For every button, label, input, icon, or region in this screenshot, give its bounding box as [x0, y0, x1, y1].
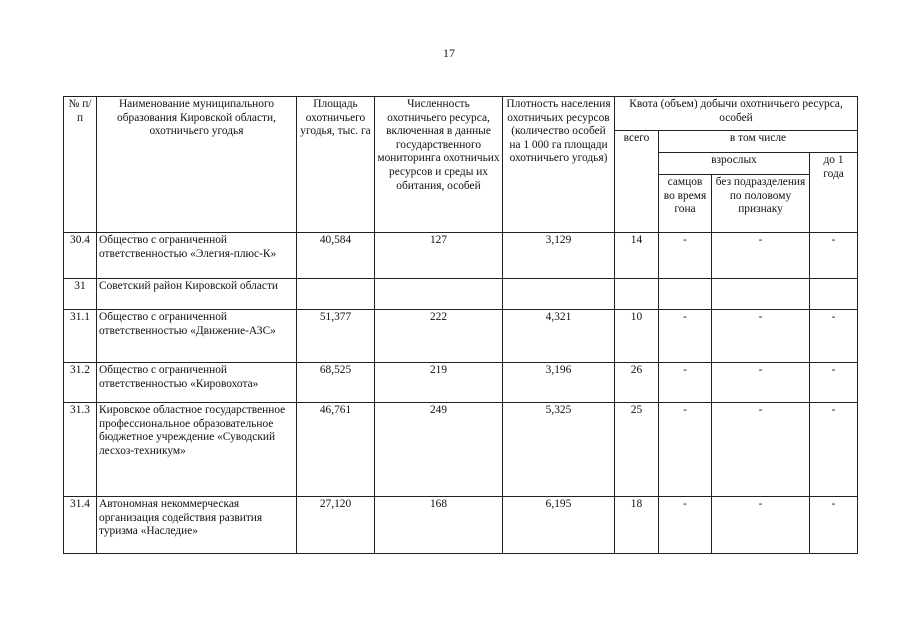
- row-under1: -: [810, 310, 858, 363]
- row-males: -: [659, 403, 712, 497]
- row-nosex: -: [712, 363, 810, 403]
- header-count: Численность охотничьего ресурса, включенная в данные государственного мониторинга охотничьих ресурсов и среды их обитания, особей: [375, 97, 503, 233]
- row-males: -: [659, 310, 712, 363]
- row-males: -: [659, 363, 712, 403]
- table-row: [64, 279, 858, 310]
- row-name: Общество с ограниченной ответственностью «Элегия-плюс-К»: [97, 233, 297, 279]
- row-name: Автономная некоммерческая организация содействия развития туризма «Наследие»: [97, 497, 297, 554]
- table-row: [64, 363, 858, 403]
- header-adults: взрослых: [659, 153, 810, 175]
- row-count: 222: [375, 310, 503, 363]
- page-number: 17: [443, 46, 455, 60]
- row-num: 31.1: [64, 310, 97, 363]
- header-area: Площадь охотничьего угодья, тыс. га: [297, 97, 375, 233]
- row-area: 68,525: [297, 363, 375, 403]
- row-under1: -: [810, 233, 858, 279]
- row-total: [615, 279, 659, 310]
- row-total: 26: [615, 363, 659, 403]
- row-under1: -: [810, 363, 858, 403]
- row-count: 127: [375, 233, 503, 279]
- row-area: 51,377: [297, 310, 375, 363]
- header-nosex: без подразделения по половому признаку: [712, 175, 810, 233]
- row-name: Общество с ограниченной ответственностью «Движение-АЗС»: [97, 310, 297, 363]
- table-row: [64, 497, 858, 554]
- row-nosex: -: [712, 403, 810, 497]
- row-density: 5,325: [503, 403, 615, 497]
- row-area: 27,120: [297, 497, 375, 554]
- header-under1: до 1 года: [810, 153, 858, 233]
- header-num: № п/п: [64, 97, 97, 233]
- row-count: 219: [375, 363, 503, 403]
- row-density: [503, 279, 615, 310]
- row-num: 31: [64, 279, 97, 310]
- header-density: Плотность населения охотничьих ресурсов (количество особей на 1 000 га площади охотничьего угодья): [503, 97, 615, 233]
- row-total: 18: [615, 497, 659, 554]
- row-count: 168: [375, 497, 503, 554]
- row-density: 4,321: [503, 310, 615, 363]
- row-name: Кировское областное государственное профессиональное образовательное бюджетное учреждение «Суводский лесхоз-техникум»: [97, 403, 297, 497]
- row-density: 3,196: [503, 363, 615, 403]
- row-males: -: [659, 233, 712, 279]
- row-num: 31.3: [64, 403, 97, 497]
- quota-table: [63, 96, 858, 554]
- row-nosex: [712, 279, 810, 310]
- row-under1: -: [810, 403, 858, 497]
- table-row: [64, 233, 858, 279]
- row-num: 30.4: [64, 233, 97, 279]
- table-row: [64, 310, 858, 363]
- row-density: 3,129: [503, 233, 615, 279]
- table-row: [64, 403, 858, 497]
- row-males: [659, 279, 712, 310]
- row-density: 6,195: [503, 497, 615, 554]
- row-nosex: -: [712, 497, 810, 554]
- header-including: в том числе: [659, 131, 858, 153]
- row-area: 46,761: [297, 403, 375, 497]
- header-name: Наименование муниципального образования Кировской области, охотничьего угодья: [97, 97, 297, 233]
- row-total: 25: [615, 403, 659, 497]
- row-area: [297, 279, 375, 310]
- header-quota: Квота (объем) добычи охотничьего ресурса, особей: [615, 97, 858, 131]
- row-nosex: -: [712, 233, 810, 279]
- row-under1: [810, 279, 858, 310]
- row-under1: -: [810, 497, 858, 554]
- row-name: Советский район Кировской области: [97, 279, 297, 310]
- row-nosex: -: [712, 310, 810, 363]
- row-name: Общество с ограниченной ответственностью «Кировохота»: [97, 363, 297, 403]
- row-total: 14: [615, 233, 659, 279]
- row-total: 10: [615, 310, 659, 363]
- row-num: 31.4: [64, 497, 97, 554]
- row-num: 31.2: [64, 363, 97, 403]
- row-area: 40,584: [297, 233, 375, 279]
- header-total: всего: [615, 131, 659, 233]
- row-count: [375, 279, 503, 310]
- row-count: 249: [375, 403, 503, 497]
- row-males: -: [659, 497, 712, 554]
- header-males: самцов во время гона: [659, 175, 712, 233]
